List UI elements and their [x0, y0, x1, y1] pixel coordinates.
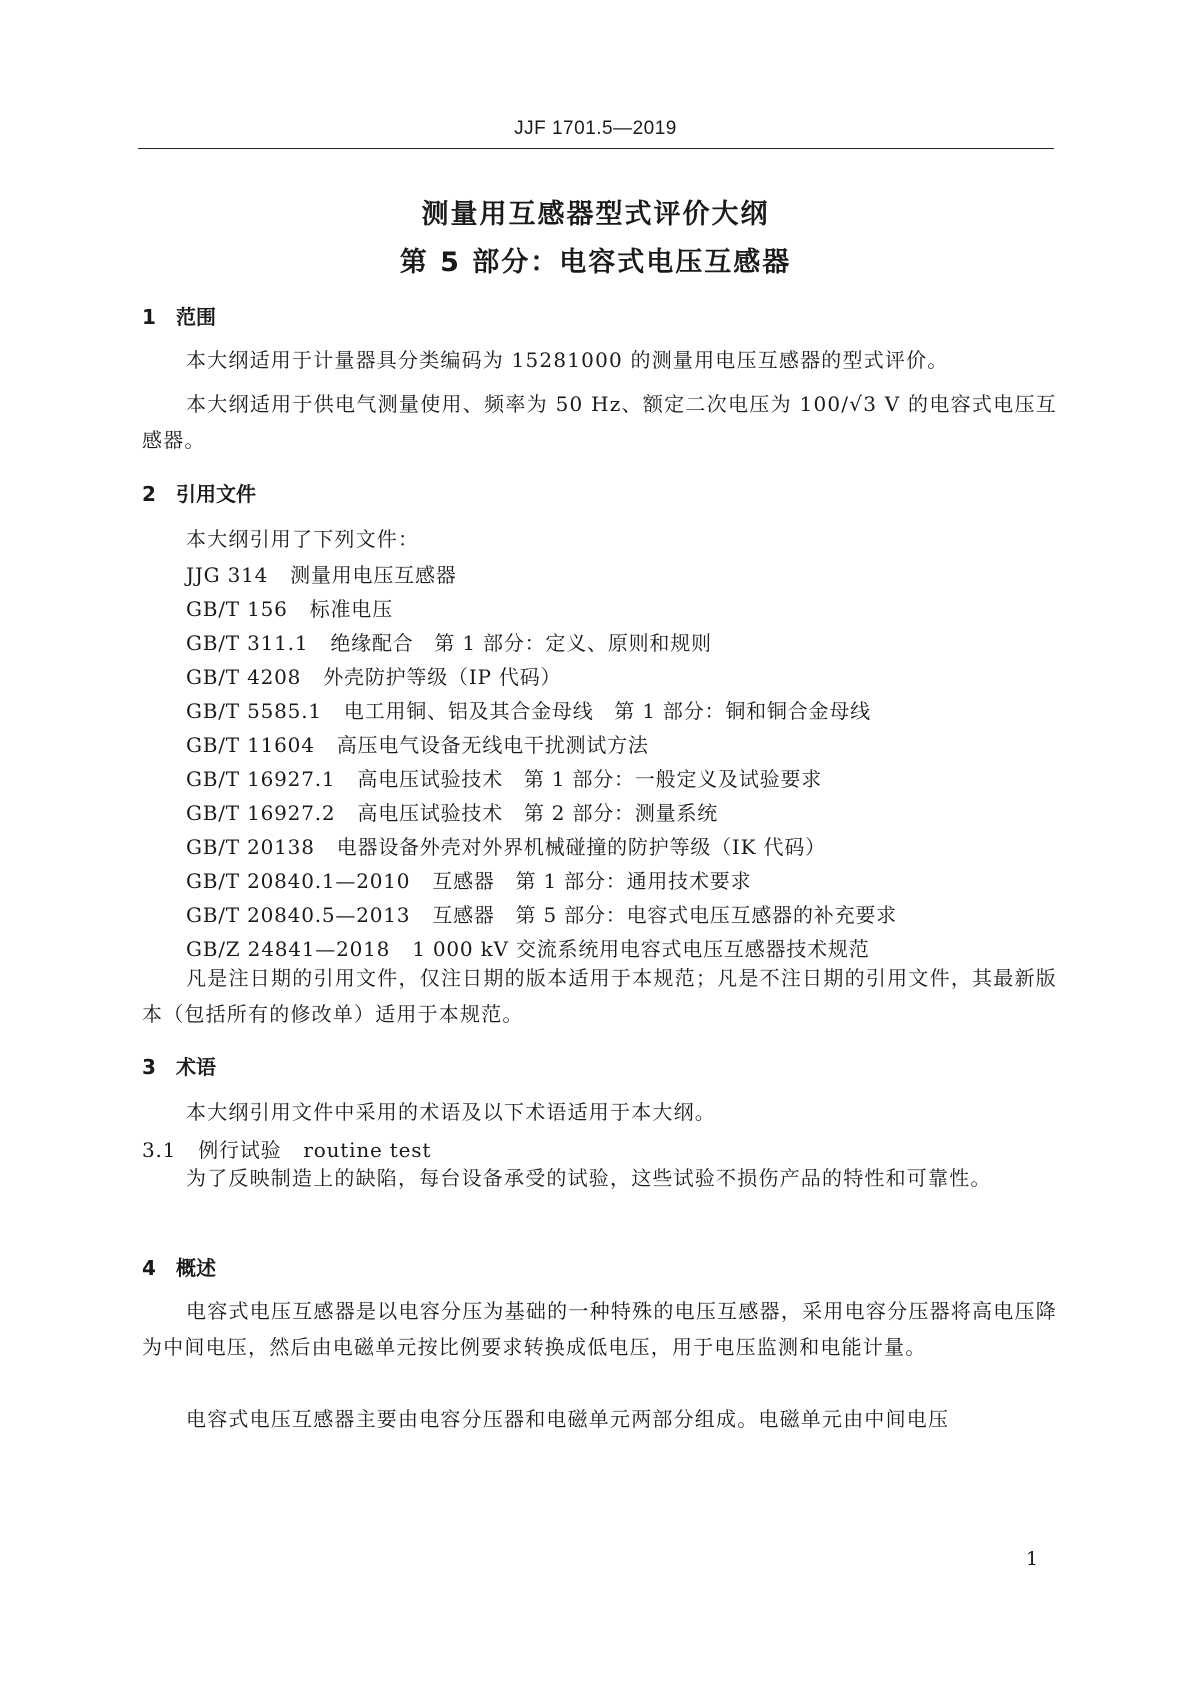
section-number: 2 [142, 482, 156, 506]
section-title: 引用文件 [176, 482, 256, 506]
reference-title: 高电压试验技术 第 2 部分：测量系统 [357, 801, 719, 825]
reference-item [186, 593, 393, 622]
section-4-paragraph-1: 电容式电压互感器是以电容分压为基础的一种特殊的电压互感器，采用电容分压器将高电压降为中间电压，然后由电磁单元按比例要求转换成低电压，用于电压监测和电能计量。 [142, 1299, 1057, 1359]
reference-item [186, 559, 457, 588]
reference-code: GB/T 20840.5—2013 [186, 903, 411, 927]
reference-title: 测量用电压互感器 [290, 563, 457, 587]
reference-code: GB/T 4208 [186, 665, 302, 689]
section-4-paragraph-2: 电容式电压互感器主要由电容分压器和电磁单元两部分组成。电磁单元由中间电压 [186, 1407, 950, 1431]
section-1-paragraph-1: 本大纲适用于计量器具分类编码为 15281000 的测量用电压互感器的型式评价。 [186, 348, 949, 372]
reference-title: 高电压试验技术 第 1 部分：一般定义及试验要求 [357, 767, 823, 791]
section-2-heading [142, 478, 256, 507]
reference-item [186, 797, 718, 826]
term-english: routine test [303, 1138, 432, 1162]
term-definition: 为了反映制造上的缺陷，每台设备承受的试验，这些试验不损伤产品的特性和可靠性。 [186, 1166, 992, 1190]
reference-code: GB/T 156 [186, 597, 288, 621]
reference-item [186, 933, 870, 962]
section-title: 概述 [176, 1256, 216, 1280]
reference-code: GB/T 20840.1—2010 [186, 869, 411, 893]
section-3-heading [142, 1051, 216, 1080]
section-title: 范围 [176, 305, 216, 329]
section-number: 3 [142, 1055, 156, 1079]
reference-title: 电器设备外壳对外界机械碰撞的防护等级（IK 代码） [336, 835, 826, 859]
reference-item [186, 729, 649, 758]
reference-code: GB/T 16927.1 [186, 767, 336, 791]
reference-code: GB/T 5585.1 [186, 699, 322, 723]
reference-title: 外壳防护等级（IP 代码） [323, 665, 562, 689]
reference-code: GB/T 16927.2 [186, 801, 336, 825]
reference-code: JJG 314 [186, 563, 269, 587]
document-title-line1: 测量用互感器型式评价大纲 [421, 199, 770, 230]
section-number: 1 [142, 305, 156, 329]
page-number: 1 [1026, 1548, 1039, 1570]
section-3-intro: 本大纲引用文件中采用的术语及以下术语适用于本大纲。 [186, 1100, 716, 1124]
standard-code-header: JJF 1701.5—2019 [514, 118, 677, 139]
reference-code: GB/T 11604 [186, 733, 315, 757]
reference-title: 高压电气设备无线电干扰测试方法 [336, 733, 649, 757]
reference-title: 互感器 第 1 部分：通用技术要求 [432, 869, 752, 893]
reference-item [186, 831, 826, 860]
section-2-note: 凡是注日期的引用文件，仅注日期的版本适用于本规范；凡是不注日期的引用文件，其最新版本（包括所有的修改单）适用于本规范。 [142, 966, 1057, 1026]
section-1-paragraph-2: 本大纲适用于供电气测量使用、频率为 50 Hz、额定二次电压为 100/√3 V 的电容式电压互感器。 [142, 392, 1057, 452]
reference-item [186, 763, 822, 792]
section-2-intro: 本大纲引用了下列文件： [186, 527, 420, 551]
reference-title: 标准电压 [309, 597, 393, 621]
reference-item [186, 695, 871, 724]
term-chinese: 例行试验 [198, 1138, 282, 1162]
header-divider [138, 148, 1054, 149]
reference-title: 1 000 kV 交流系统用电容式电压互感器技术规范 [412, 937, 870, 961]
term-entry [142, 1134, 431, 1163]
reference-item [186, 865, 751, 894]
reference-code: GB/T 311.1 [186, 631, 309, 655]
section-title: 术语 [176, 1055, 216, 1079]
reference-code: GB/Z 24841—2018 [186, 937, 391, 961]
reference-item [186, 627, 712, 656]
document-title-line2: 第 5 部分：电容式电压互感器 [399, 247, 792, 278]
reference-title: 互感器 第 5 部分：电容式电压互感器的补充要求 [432, 903, 897, 927]
reference-item [186, 899, 897, 928]
section-1-heading [142, 301, 216, 330]
section-number: 4 [142, 1256, 156, 1280]
reference-title: 电工用铜、铝及其合金母线 第 1 部分：铜和铜合金母线 [343, 699, 871, 723]
reference-title: 绝缘配合 第 1 部分：定义、原则和规则 [330, 631, 712, 655]
term-number: 3.1 [142, 1138, 177, 1162]
reference-code: GB/T 20138 [186, 835, 315, 859]
reference-item [186, 661, 561, 690]
section-4-heading [142, 1252, 216, 1281]
